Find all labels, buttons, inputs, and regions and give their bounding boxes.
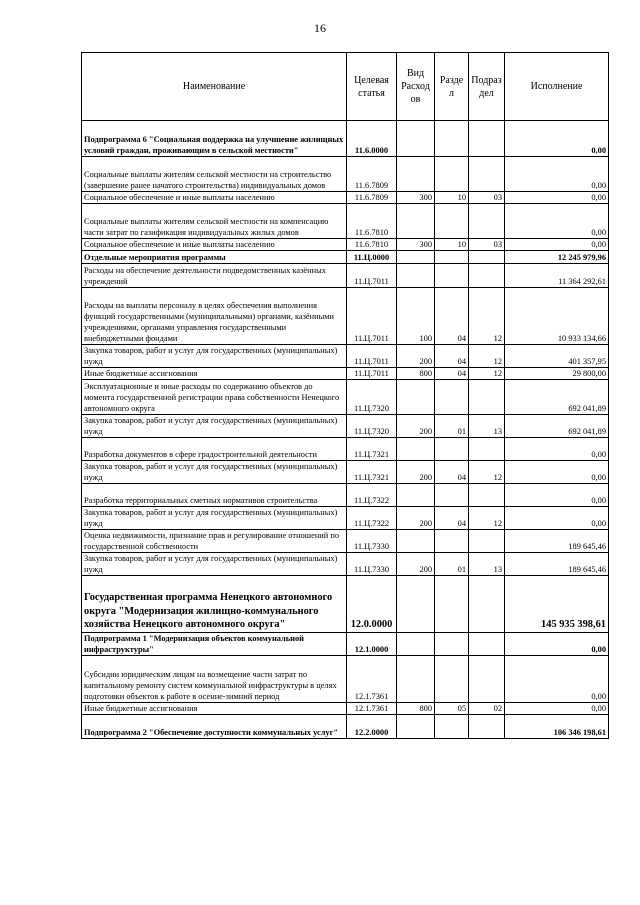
table-row [82,553,609,576]
row-vid: 800 [397,703,435,715]
row-target: 12.1.0000 [347,633,397,656]
row-razdel: 10 [435,192,469,204]
row-podrazdel [469,715,505,739]
row-target: 11.Ц.7322 [347,507,397,530]
row-vid: 200 [397,461,435,484]
header-target: Целевая статья [347,53,397,121]
row-target: 11.Ц.0000 [347,251,397,264]
row-razdel: 10 [435,239,469,251]
row-razdel [435,121,469,157]
row-podrazdel: 13 [469,415,505,438]
row-vid: 200 [397,345,435,368]
row-vid [397,484,435,507]
row-amount: 29 800,00 [505,368,609,380]
table-row [82,251,609,264]
table-row [82,703,609,715]
row-podrazdel: 12 [469,507,505,530]
row-razdel [435,715,469,739]
header-razdel: Разде л [435,53,469,121]
row-amount: 0,00 [505,656,609,703]
row-name: Закупка товаров, работ и услуг для государственных (муниципальных) нужд [82,415,347,438]
row-vid [397,576,435,633]
row-amount: 0,00 [505,507,609,530]
table-row [82,368,609,380]
row-target: 11.Ц.7011 [347,368,397,380]
row-podrazdel [469,484,505,507]
row-target: 11.Ц.7330 [347,553,397,576]
row-razdel [435,530,469,553]
row-target: 11.Ц.7320 [347,415,397,438]
row-podrazdel [469,380,505,415]
row-target: 11.Ц.7321 [347,461,397,484]
row-name: Эксплуатационные и иные расходы по содержанию объектов до момента государственной регистрации права собственности Ненецкого автономного округа [82,380,347,415]
budget-table [81,52,609,739]
row-podrazdel [469,251,505,264]
row-razdel [435,656,469,703]
table-row [82,415,609,438]
row-target: 12.0.0000 [347,576,397,633]
row-podrazdel: 02 [469,703,505,715]
row-razdel: 04 [435,461,469,484]
row-target: 11.Ц.7011 [347,288,397,345]
row-amount: 401 357,95 [505,345,609,368]
row-amount: 0,00 [505,461,609,484]
row-podrazdel: 12 [469,288,505,345]
row-amount: 0,00 [505,204,609,239]
row-razdel: 04 [435,368,469,380]
row-vid: 200 [397,415,435,438]
row-vid: 200 [397,553,435,576]
row-vid: 300 [397,239,435,251]
table-row [82,656,609,703]
row-name: Подпрограмма 1 "Модернизация объектов коммунальной инфраструктуры" [82,633,347,656]
row-amount: 12 245 979,96 [505,251,609,264]
row-amount: 11 364 292,61 [505,264,609,288]
row-amount: 0,00 [505,633,609,656]
row-vid [397,157,435,192]
header-row [82,53,609,121]
table-row [82,239,609,251]
row-name: Закупка товаров, работ и услуг для государственных (муниципальных) нужд [82,345,347,368]
table-row [82,157,609,192]
row-name: Иные бюджетные ассигнования [82,703,347,715]
row-podrazdel: 13 [469,553,505,576]
row-amount: 692 041,89 [505,380,609,415]
row-amount: 0,00 [505,192,609,204]
table-row [82,715,609,739]
row-target: 11.Ц.7322 [347,484,397,507]
table-row [82,288,609,345]
row-amount: 0,00 [505,703,609,715]
table-row [82,507,609,530]
row-podrazdel: 12 [469,461,505,484]
row-name: Отдельные мероприятия программы [82,251,347,264]
row-razdel: 01 [435,415,469,438]
row-name: Социальное обеспечение и иные выплаты населению [82,192,347,204]
table-row [82,633,609,656]
row-podrazdel: 03 [469,192,505,204]
table-row [82,380,609,415]
row-name: Иные бюджетные ассигнования [82,368,347,380]
row-razdel: 04 [435,345,469,368]
row-name: Государственная программа Ненецкого автономного округа "Модернизация жилищно-коммунального хозяйства Ненецкого автономного округа" [82,576,347,633]
row-name: Закупка товаров, работ и услуг для государственных (муниципальных) нужд [82,507,347,530]
row-name: Подпрограмма 2 "Обеспечение доступности коммунальных услуг" [82,715,347,739]
row-amount: 0,00 [505,239,609,251]
row-razdel [435,251,469,264]
row-target: 11.Ц.7011 [347,345,397,368]
header-ispolnenie: Исполнение [505,53,609,121]
row-razdel [435,380,469,415]
row-razdel [435,576,469,633]
row-podrazdel [469,438,505,461]
table-row [82,345,609,368]
row-target: 11.6.7809 [347,157,397,192]
row-amount: 0,00 [505,484,609,507]
row-target: 12.1.7361 [347,656,397,703]
row-vid [397,530,435,553]
row-amount: 189 645,46 [505,530,609,553]
row-name: Закупка товаров, работ и услуг для государственных (муниципальных) нужд [82,553,347,576]
row-podrazdel: 12 [469,345,505,368]
row-name: Социальные выплаты жителям сельской местности на компенсацию части затрат по газификация индивидуальных жилых домов [82,204,347,239]
row-target: 11.6.7809 [347,192,397,204]
row-target: 11.6.7810 [347,239,397,251]
table-row [82,576,609,633]
header-podrazdel: Подраз дел [469,53,505,121]
row-razdel [435,204,469,239]
row-razdel [435,157,469,192]
row-name: Расходы на выплаты персоналу в целях обеспечения выполнения функций государственными (муниципальными) органами, казёнными учреждениями, органами управления государственными внебюджетными фондами [82,288,347,345]
row-amount: 0,00 [505,121,609,157]
row-podrazdel [469,121,505,157]
row-amount: 0,00 [505,438,609,461]
row-target: 11.Ц.7011 [347,264,397,288]
row-name: Подпрограмма 6 "Социальная поддержка на улучшение жилищных условий граждан, проживающим в сельской местности" [82,121,347,157]
row-podrazdel [469,656,505,703]
row-vid [397,633,435,656]
page-number: 16 [314,21,326,35]
row-target: 11.6.7810 [347,204,397,239]
row-podrazdel [469,530,505,553]
row-name: Оценка недвижимости, признание прав и регулирование отношений по государственной собственности [82,530,347,553]
table-row [82,204,609,239]
row-vid: 800 [397,368,435,380]
row-name: Социальное обеспечение и иные выплаты населению [82,239,347,251]
row-podrazdel [469,633,505,656]
row-razdel: 04 [435,507,469,530]
row-podrazdel: 03 [469,239,505,251]
row-vid [397,204,435,239]
row-amount: 189 645,46 [505,553,609,576]
row-target: 11.Ц.7330 [347,530,397,553]
table-row [82,121,609,157]
row-podrazdel: 12 [469,368,505,380]
row-vid: 300 [397,192,435,204]
row-vid: 100 [397,288,435,345]
row-podrazdel [469,157,505,192]
row-name: Разработка документов в сфере градостроительной деятельности [82,438,347,461]
row-razdel: 04 [435,288,469,345]
row-target: 11.Ц.7321 [347,438,397,461]
row-vid: 200 [397,507,435,530]
row-name: Социальные выплаты жителям сельской местности на строительство (завершение ранее начатого строительства) индивидуальных домов [82,157,347,192]
row-vid [397,438,435,461]
row-amount: 0,00 [505,157,609,192]
row-amount: 145 935 398,61 [505,576,609,633]
table-row [82,264,609,288]
row-target: 11.6.0000 [347,121,397,157]
row-target: 11.Ц.7320 [347,380,397,415]
row-target: 12.1.7361 [347,703,397,715]
row-target: 12.2.0000 [347,715,397,739]
row-vid [397,656,435,703]
row-razdel [435,264,469,288]
table-row [82,484,609,507]
row-razdel: 05 [435,703,469,715]
row-name: Разработка территориальных сметных нормативов строительства [82,484,347,507]
table-row [82,530,609,553]
row-razdel: 01 [435,553,469,576]
row-podrazdel [469,204,505,239]
row-vid [397,264,435,288]
row-podrazdel [469,576,505,633]
row-vid [397,715,435,739]
header-name: Наименование [82,53,347,121]
table-row [82,461,609,484]
row-vid [397,251,435,264]
row-name: Расходы на обеспечение деятельности подведомственных казённых учреждений [82,264,347,288]
table-row [82,192,609,204]
row-podrazdel [469,264,505,288]
table-row [82,438,609,461]
row-vid [397,121,435,157]
row-razdel [435,438,469,461]
row-razdel [435,633,469,656]
row-amount: 692 041,89 [505,415,609,438]
row-amount: 10 933 134,66 [505,288,609,345]
row-name: Субсидии юридическим лицам на возмещение части затрат по капитальному ремонту систем коммунальной инфраструктуры в целях подготовки объектов к работе в осенне-зимний период [82,656,347,703]
row-vid [397,380,435,415]
row-amount: 106 346 198,61 [505,715,609,739]
header-vid: Вид Расход ов [397,53,435,121]
row-name: Закупка товаров, работ и услуг для государственных (муниципальных) нужд [82,461,347,484]
row-razdel [435,484,469,507]
